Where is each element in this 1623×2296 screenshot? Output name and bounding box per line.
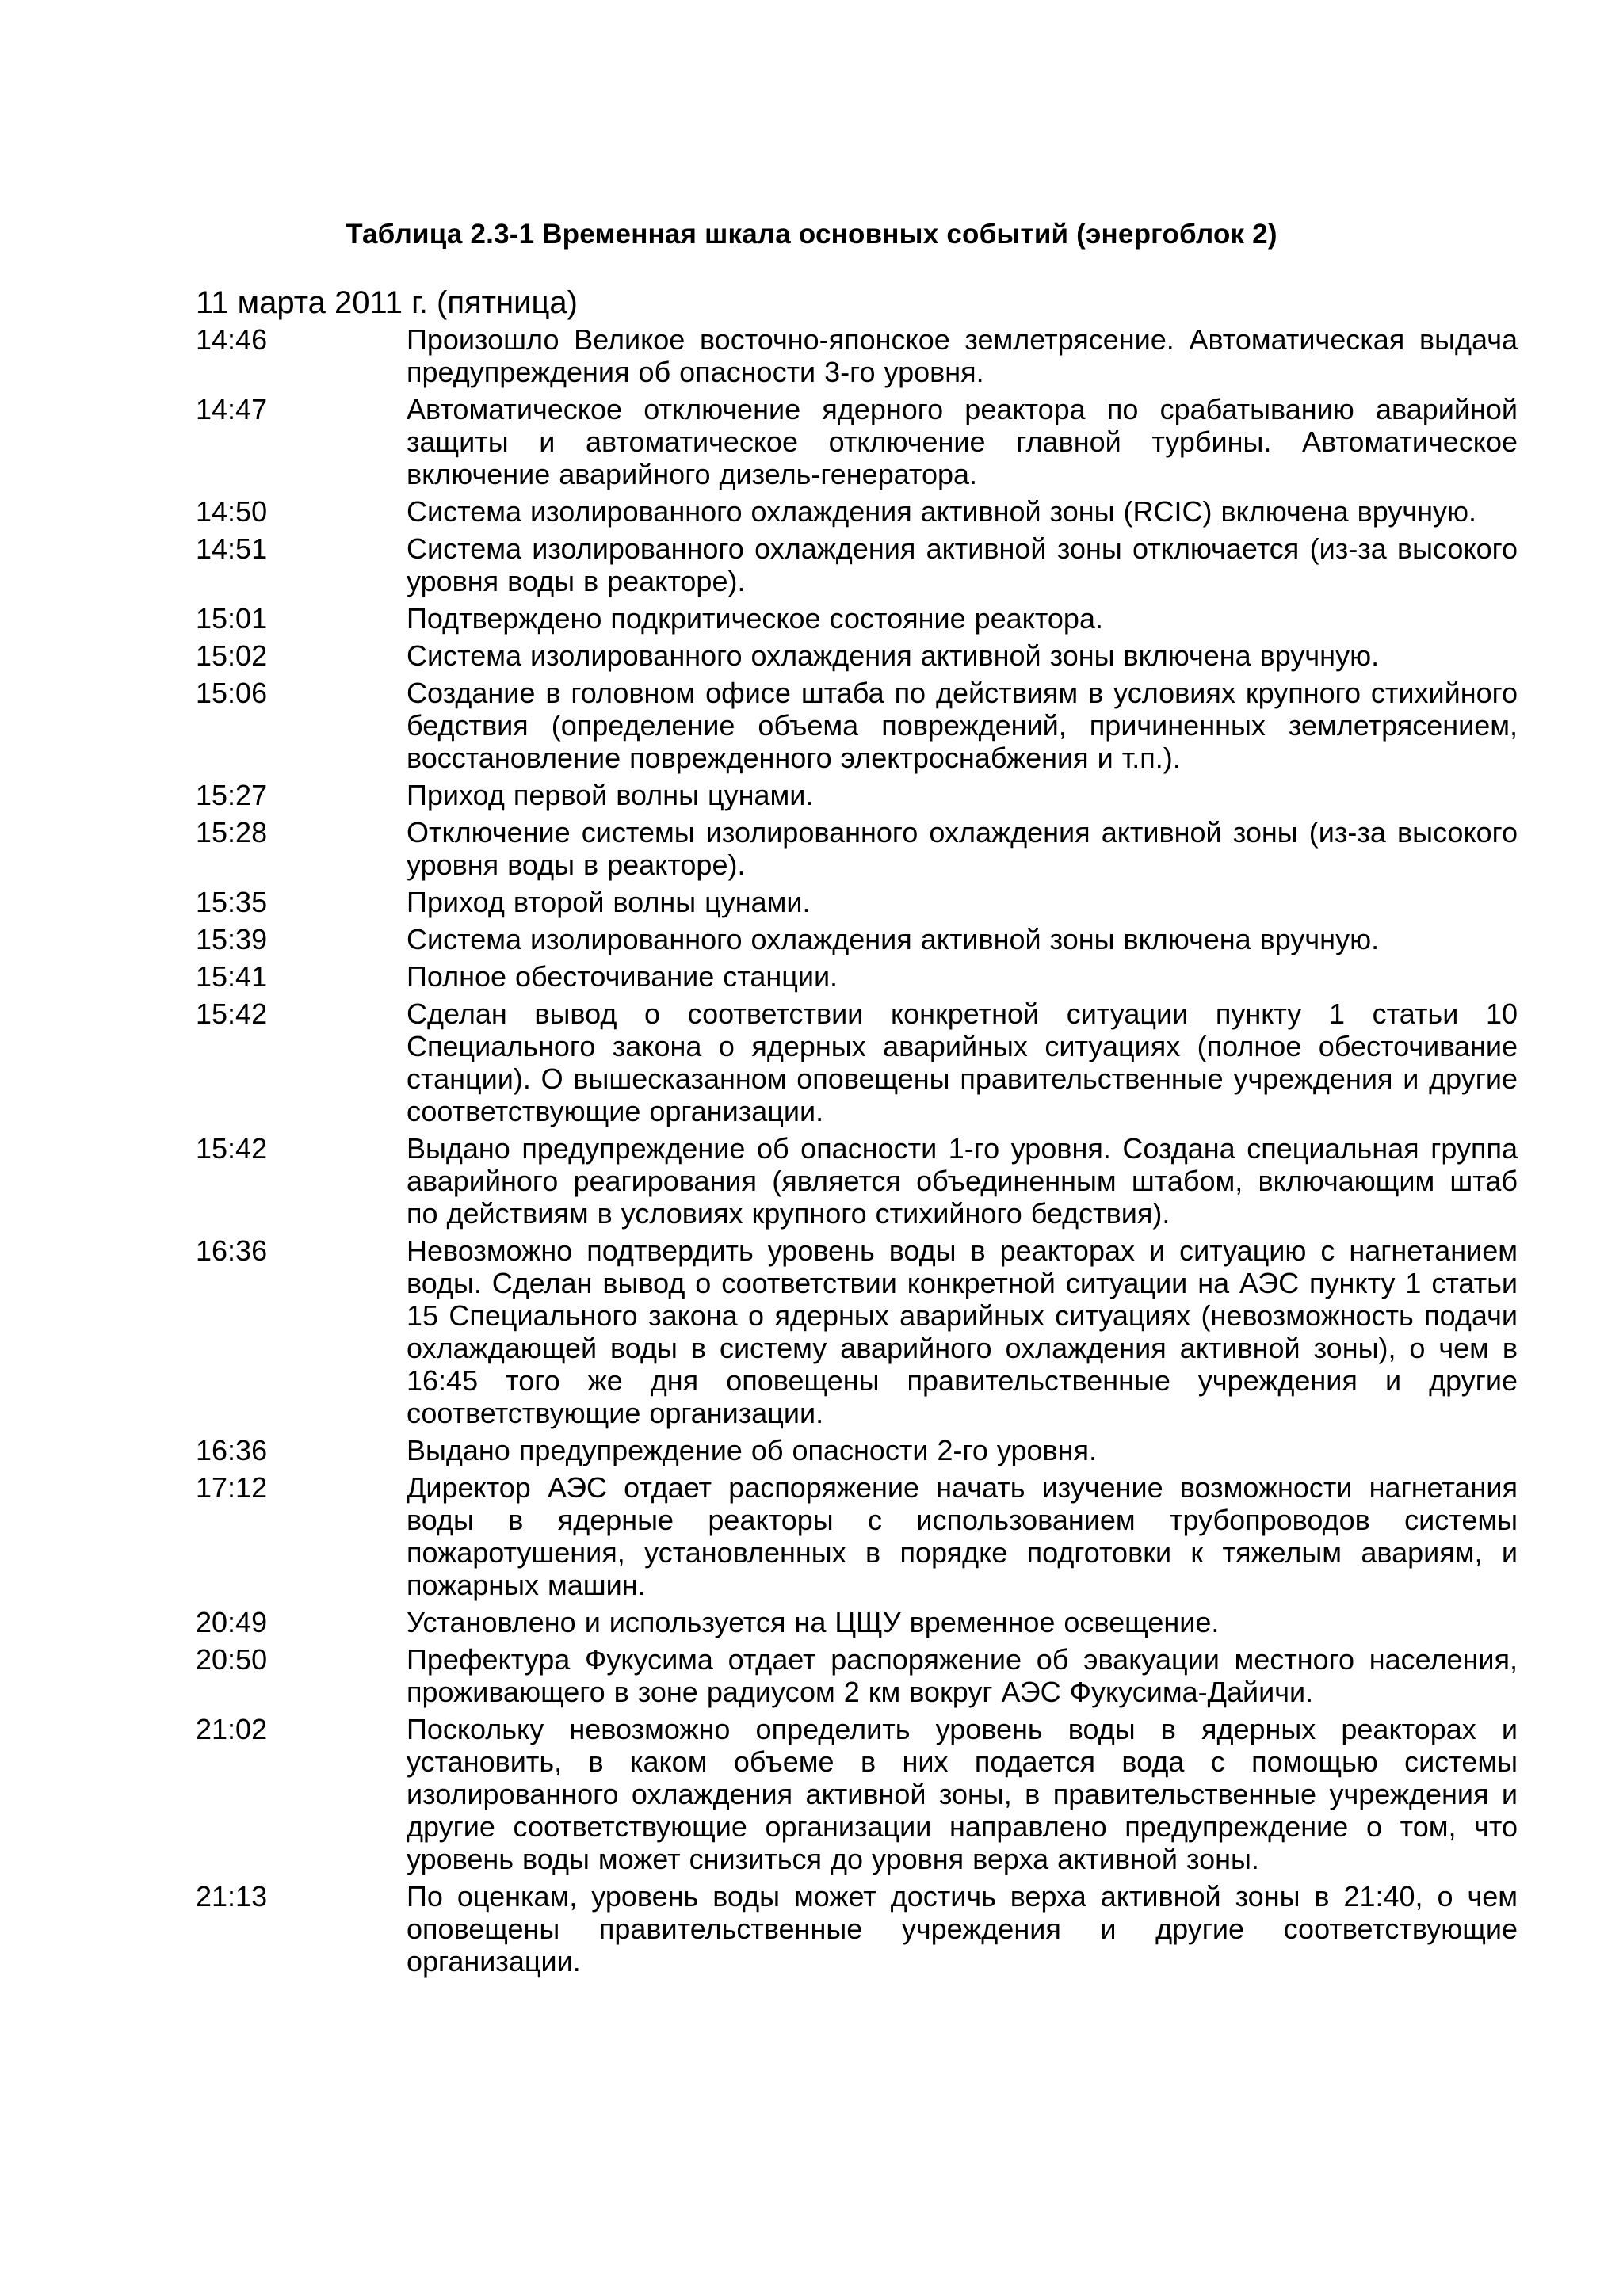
event-time: 15:28 [196,816,268,849]
event-time: 20:50 [196,1643,268,1676]
event-row [196,639,1518,672]
event-time: 16:36 [196,1234,268,1267]
event-row [196,960,1518,993]
table-title: Таблица 2.3-1 Временная шкала основных событий (энергоблок 2) [346,219,1277,250]
event-row [196,1880,1518,1978]
event-row [196,602,1518,635]
event-time: 15:41 [196,960,268,993]
event-row [196,923,1518,955]
event-row [196,1643,1518,1708]
event-description: Префектура Фукусима отдает распоряжение об эвакуации местного населения, проживающего в зоне радиусом 2 км вокруг АЭС Фукусима-Дайичи. [407,1643,1518,1708]
event-time: 15:27 [196,779,268,811]
event-row [196,495,1518,528]
event-row [196,779,1518,811]
event-time: 14:50 [196,495,268,528]
event-time: 21:02 [196,1713,268,1745]
event-time: 15:01 [196,602,268,635]
event-row [196,532,1518,597]
event-description: Приход второй волны цунами. [407,886,811,918]
event-description: Директор АЭС отдает распоряжение начать изучение возможности нагнетания воды в ядерные реакторы с использованием трубопроводов системы пожаротушения, установленных в порядке подготовки к тяжелым авариям, и пожарных машин. [407,1471,1518,1601]
event-row [196,1132,1518,1230]
event-description: Приход первой волны цунами. [407,779,814,811]
event-time: 15:35 [196,886,268,918]
event-time: 14:46 [196,323,268,356]
event-description: Система изолированного охлаждения активной зоны (RCIC) включена вручную. [407,495,1477,528]
event-row [196,886,1518,918]
event-description: Отключение системы изолированного охлаждения активной зоны (из-за высокого уровня воды в реакторе). [407,816,1518,881]
event-row [196,393,1518,490]
event-time: 21:13 [196,1880,268,1913]
event-time: 15:42 [196,1132,268,1165]
event-description: Установлено и используется на ЦЩУ временное освещение. [407,1606,1220,1638]
event-description: Невозможно подтвердить уровень воды в реакторах и ситуацию с нагнетанием воды. Сделан вывод о соответствии конкретной ситуации на АЭС пункту 1 статьи 15 Специального закона о ядерных аварийных ситуациях (невозможность подачи охлаждающей воды в систему аварийного охлаждения активной зоны), о чем в 16:45 того же дня оповещены правительственные учреждения и другие соответствующие организации. [407,1234,1518,1429]
event-description: Произошло Великое восточно-японское землетрясение. Автоматическая выдача предупреждения об опасности 3-го уровня. [407,323,1518,388]
event-row [196,1434,1518,1466]
event-description: Подтверждено подкритическое состояние реактора. [407,602,1103,635]
event-time: 15:42 [196,997,268,1030]
event-description: Создание в головном офисе штаба по действиям в условиях крупного стихийного бедствия (определение объема повреждений, причиненных землетрясением, восстановление поврежденного электроснабжения и т.п.). [407,677,1518,774]
event-row [196,323,1518,388]
event-time: 16:36 [196,1434,268,1466]
event-description: Автоматическое отключение ядерного реактора по срабатыванию аварийной защиты и автоматическое отключение главной турбины. Автоматическое включение аварийного дизель-генератора. [407,393,1518,490]
event-description: Система изолированного охлаждения активной зоны включена вручную. [407,639,1380,672]
event-description: Система изолированного охлаждения активной зоны отключается (из-за высокого уровня воды в реакторе). [407,532,1518,597]
event-description: Полное обесточивание станции. [407,960,838,993]
event-row [196,997,1518,1127]
event-row [196,677,1518,774]
event-time: 15:02 [196,639,268,672]
date-heading: 11 марта 2011 г. (пятница) [196,285,578,320]
event-time: 15:06 [196,677,268,709]
event-timeline [196,323,1518,1982]
event-row [196,1471,1518,1601]
event-row [196,1713,1518,1875]
event-time: 17:12 [196,1471,268,1504]
event-time: 14:51 [196,532,268,565]
event-description: Выдано предупреждение об опасности 1-го уровня. Создана специальная группа аварийного реагирования (является объединенным штабом, включающим штаб по действиям в условиях крупного стихийного бедствия). [407,1132,1518,1230]
event-description: Сделан вывод о соответствии конкретной ситуации пункту 1 статьи 10 Специального закона о ядерных аварийных ситуациях (полное обесточивание станции). О вышесказанном оповещены правительственные учреждения и другие соответствующие организации. [407,997,1518,1127]
event-time: 14:47 [196,393,268,425]
event-description: По оценкам, уровень воды может достичь верха активной зоны в 21:40, о чем оповещены правительственные учреждения и другие соответствующие организации. [407,1880,1518,1978]
event-description: Выдано предупреждение об опасности 2-го уровня. [407,1434,1098,1466]
event-description: Система изолированного охлаждения активной зоны включена вручную. [407,923,1380,955]
event-row [196,816,1518,881]
event-time: 15:39 [196,923,268,955]
event-row [196,1234,1518,1429]
event-description: Поскольку невозможно определить уровень воды в ядерных реакторах и установить, в каком объеме в них подается вода с помощью системы изолированного охлаждения активной зоны, в правительственные учреждения и другие соответствующие организации направлено предупреждение о том, что уровень воды может снизиться до уровня верха активной зоны. [407,1713,1518,1875]
event-row [196,1606,1518,1638]
event-time: 20:49 [196,1606,268,1638]
